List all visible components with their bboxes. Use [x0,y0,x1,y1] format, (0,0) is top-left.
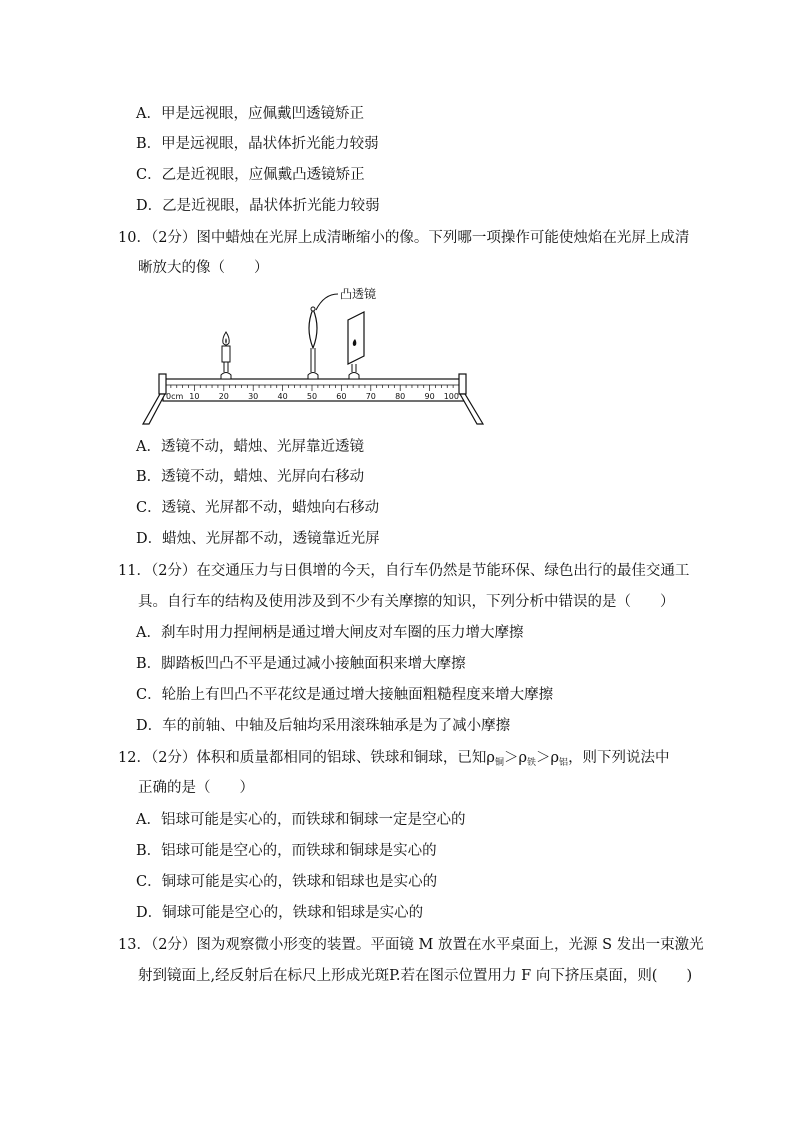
right-end-post [459,374,466,394]
scale-label: 80 [395,392,406,401]
scale-label: 70 [365,392,376,401]
left-end-post [159,374,166,394]
scale-label: 30 [248,392,259,401]
q11-option-d[interactable]: D．车的前轴、中轴及后轴均采用滚珠轴承是为了减小摩擦 [136,718,511,734]
q9-option-d[interactable]: D．乙是近视眼，晶状体折光能力较弱 [136,198,380,214]
scale-label: 60 [336,392,347,401]
q12-stem-line2: 正确的是（ ） [138,780,254,796]
q12-stem-line1: 12．（2分）体积和质量都相同的铝球、铁球和铜球，已知$\rho_铜>\rho_铁>\rho_铝$，则下列说法中 [118,750,670,768]
q10-option-c[interactable]: C．透镜、光屏都不动，蜡烛向右移动 [136,500,380,516]
scale-label: 50 [306,392,318,401]
q9-option-c[interactable]: C．乙是近视眼，应佩戴凸透镜矫正 [136,167,365,183]
right-leg [460,394,483,424]
left-leg [143,394,165,424]
scale-label: 20 [218,392,229,401]
scale-label: 100 [443,392,459,401]
scale-label: 90 [424,392,435,401]
q11-stem-line2: 具。自行车的结构及使用涉及到不少有关摩擦的知识，下列分析中错误的是（ ） [138,594,675,610]
scale-label: 10 [189,392,200,401]
candle [221,332,231,379]
q12-option-c[interactable]: C．铜球可能是实心的，铁球和铝球也是实心的 [136,874,438,890]
q11-option-a[interactable]: A．刹车时用力捏闸柄是通过增大闸皮对车圈的压力增大摩擦 [136,625,524,641]
q10-stem-line2: 晰放大的像（ ） [138,260,269,276]
lens-label: 凸透镜 [340,287,377,301]
q10-stem-line1: 10．（2分）图中蜡烛在光屏上成清晰缩小的像。下列哪一项操作可能使烛焰在光屏上成清 [118,230,690,246]
q10-option-b[interactable]: B．透镜不动，蜡烛、光屏向右移动 [136,469,365,485]
scale-label: 0cm [166,392,184,401]
q12-option-d[interactable]: D．铜球可能是空心的，铁球和铝球是实心的 [136,905,424,921]
light-screen [348,312,364,379]
q9-option-b[interactable]: B．甲是远视眼，晶状体折光能力较弱 [136,136,379,152]
q11-stem-line1: 11．（2分）在交通压力与日俱增的今天，自行车仍然是节能环保、绿色出行的最佳交通工 [118,563,690,579]
q13-stem-line1: 13．（2分）图为观察微小形变的装置。平面镜 M 放置在水平桌面上，光源 S 发出一束激光 [118,937,704,953]
q9-option-a[interactable]: A．甲是远视眼，应佩戴凹透镜矫正 [136,106,364,122]
q11-option-b[interactable]: B．脚踏板凹凸不平是通过减小接触面积来增大摩擦 [136,656,466,672]
q11-option-c[interactable]: C．轮胎上有凹凸不平花纹是通过增大接触面粗糙程度来增大摩擦 [136,687,554,703]
q10-option-a[interactable]: A．透镜不动，蜡烛、光屏靠近透镜 [136,439,364,455]
convex-lens [308,307,318,379]
q12-option-b[interactable]: B．铝球可能是空心的，而铁球和铜球是实心的 [136,843,437,859]
optical-bench-figure [138,284,488,426]
scale-label: 40 [277,392,288,401]
q12-option-a[interactable]: A．铝球可能是实心的，而铁球和铜球一定是空心的 [136,812,466,828]
q10-option-d[interactable]: D．蜡烛、光屏都不动，透镜靠近光屏 [136,531,380,547]
q13-stem-line2: 射到镜面上,经反射后在标尺上形成光斑P.若在图示位置用力 F 向下挤压桌面，则( ) [138,968,693,984]
